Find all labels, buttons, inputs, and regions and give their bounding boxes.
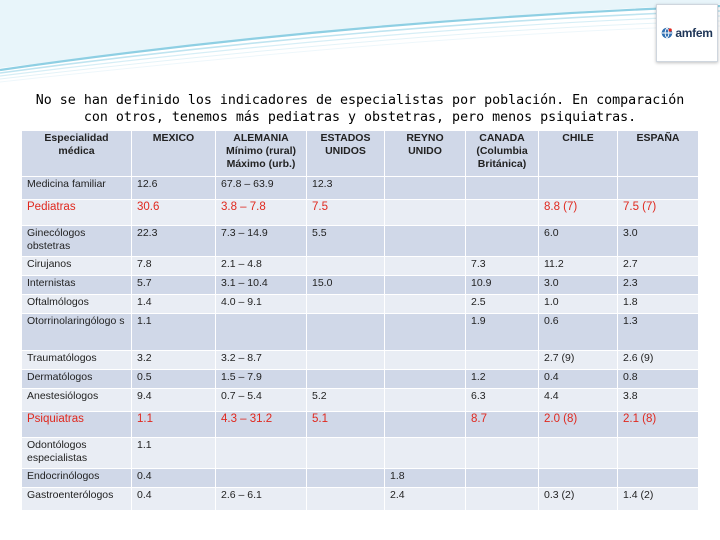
- value-cell: [385, 412, 466, 438]
- value-cell: 0.8: [618, 370, 699, 389]
- value-cell: [539, 177, 618, 200]
- logo-text: amfem: [675, 26, 713, 40]
- value-cell: 2.7 (9): [539, 351, 618, 370]
- value-cell: 3.1 – 10.4: [216, 276, 307, 295]
- value-cell: 4.4: [539, 389, 618, 412]
- value-cell: 1.3: [618, 314, 699, 351]
- value-cell: 1.1: [132, 412, 216, 438]
- table-row: [22, 257, 699, 276]
- value-cell: 6.3: [466, 389, 539, 412]
- specialty-cell: Oftalmólogos: [22, 295, 132, 314]
- value-cell: 5.1: [307, 412, 385, 438]
- value-cell: 3.0: [618, 226, 699, 257]
- value-cell: 5.5: [307, 226, 385, 257]
- header-usa: ESTADOS UNIDOS: [307, 131, 385, 177]
- specialty-cell: Psiquiatras: [22, 412, 132, 438]
- value-cell: [307, 257, 385, 276]
- value-cell: 2.0 (8): [539, 412, 618, 438]
- value-cell: [385, 200, 466, 226]
- table-header-row: [22, 131, 699, 177]
- header-uk: REYNO UNIDO: [385, 131, 466, 177]
- value-cell: [307, 370, 385, 389]
- value-cell: [307, 488, 385, 511]
- specialty-cell: Dermatólogos: [22, 370, 132, 389]
- specialty-cell: Internistas: [22, 276, 132, 295]
- value-cell: [618, 177, 699, 200]
- value-cell: [466, 351, 539, 370]
- value-cell: 22.3: [132, 226, 216, 257]
- slide-caption: No se han definido los indicadores de especialistas por población. En comparación con otros, tenemos más pediatras y obstetras, pero menos psiquiatras.: [35, 93, 685, 125]
- table-row: [22, 276, 699, 295]
- table-row: [22, 488, 699, 511]
- specialists-table: [21, 130, 699, 511]
- value-cell: 3.2: [132, 351, 216, 370]
- value-cell: [539, 469, 618, 488]
- table-row: [22, 389, 699, 412]
- value-cell: 4.0 – 9.1: [216, 295, 307, 314]
- value-cell: [307, 351, 385, 370]
- value-cell: [385, 295, 466, 314]
- table-row: [22, 177, 699, 200]
- value-cell: 0.7 – 5.4: [216, 389, 307, 412]
- header-mexico: MEXICO: [132, 131, 216, 177]
- table-row: [22, 226, 699, 257]
- value-cell: 2.3: [618, 276, 699, 295]
- value-cell: 7.5 (7): [618, 200, 699, 226]
- value-cell: 1.4 (2): [618, 488, 699, 511]
- table-row: [22, 314, 699, 351]
- specialty-cell: Pediatras: [22, 200, 132, 226]
- value-cell: [385, 389, 466, 412]
- value-cell: [466, 469, 539, 488]
- value-cell: 10.9: [466, 276, 539, 295]
- header-chile: CHILE: [539, 131, 618, 177]
- value-cell: [307, 314, 385, 351]
- value-cell: 1.1: [132, 438, 216, 469]
- value-cell: [466, 438, 539, 469]
- value-cell: 4.3 – 31.2: [216, 412, 307, 438]
- value-cell: 9.4: [132, 389, 216, 412]
- value-cell: [466, 488, 539, 511]
- value-cell: 0.4: [132, 469, 216, 488]
- table-row: [22, 469, 699, 488]
- value-cell: 7.8: [132, 257, 216, 276]
- specialty-cell: Cirujanos: [22, 257, 132, 276]
- value-cell: [216, 438, 307, 469]
- table-row: [22, 438, 699, 469]
- value-cell: 1.4: [132, 295, 216, 314]
- value-cell: [307, 438, 385, 469]
- value-cell: [216, 469, 307, 488]
- value-cell: 67.8 – 63.9: [216, 177, 307, 200]
- value-cell: 2.6 – 6.1: [216, 488, 307, 511]
- header-specialty: Especialidad médica: [22, 131, 132, 177]
- value-cell: 1.1: [132, 314, 216, 351]
- value-cell: 1.2: [466, 370, 539, 389]
- value-cell: [466, 200, 539, 226]
- specialty-cell: Traumatólogos: [22, 351, 132, 370]
- header-canada: CANADA (Columbia Británica): [466, 131, 539, 177]
- value-cell: 1.9: [466, 314, 539, 351]
- table-row: [22, 351, 699, 370]
- table-row: [22, 412, 699, 438]
- value-cell: [385, 438, 466, 469]
- value-cell: [385, 276, 466, 295]
- specialty-cell: Anestesiólogos: [22, 389, 132, 412]
- value-cell: [307, 295, 385, 314]
- value-cell: 30.6: [132, 200, 216, 226]
- value-cell: 2.7: [618, 257, 699, 276]
- value-cell: 0.3 (2): [539, 488, 618, 511]
- table-row: [22, 370, 699, 389]
- value-cell: [618, 469, 699, 488]
- specialty-cell: Otorrinolaringólogo s: [22, 314, 132, 351]
- value-cell: 7.5: [307, 200, 385, 226]
- value-cell: 1.8: [385, 469, 466, 488]
- value-cell: 8.8 (7): [539, 200, 618, 226]
- value-cell: 5.7: [132, 276, 216, 295]
- value-cell: [385, 370, 466, 389]
- value-cell: 12.3: [307, 177, 385, 200]
- value-cell: 3.2 – 8.7: [216, 351, 307, 370]
- value-cell: 3.8: [618, 389, 699, 412]
- globe-icon: [661, 27, 673, 39]
- value-cell: 6.0: [539, 226, 618, 257]
- value-cell: 1.5 – 7.9: [216, 370, 307, 389]
- value-cell: 2.6 (9): [618, 351, 699, 370]
- decorative-swoosh: [0, 0, 720, 95]
- value-cell: 3.8 – 7.8: [216, 200, 307, 226]
- value-cell: [385, 257, 466, 276]
- value-cell: [618, 438, 699, 469]
- header-spain: ESPAÑA: [618, 131, 699, 177]
- value-cell: 0.4: [132, 488, 216, 511]
- value-cell: 2.4: [385, 488, 466, 511]
- value-cell: [307, 469, 385, 488]
- value-cell: 0.6: [539, 314, 618, 351]
- specialty-cell: Medicina familiar: [22, 177, 132, 200]
- value-cell: [385, 351, 466, 370]
- value-cell: 7.3 – 14.9: [216, 226, 307, 257]
- specialty-cell: Odontólogos especialistas: [22, 438, 132, 469]
- specialty-cell: Ginecólogos obstetras: [22, 226, 132, 257]
- value-cell: [216, 314, 307, 351]
- value-cell: 2.5: [466, 295, 539, 314]
- value-cell: 2.1 (8): [618, 412, 699, 438]
- value-cell: 15.0: [307, 276, 385, 295]
- value-cell: 8.7: [466, 412, 539, 438]
- value-cell: 3.0: [539, 276, 618, 295]
- table-row: [22, 295, 699, 314]
- value-cell: 2.1 – 4.8: [216, 257, 307, 276]
- specialty-cell: Gastroenterólogos: [22, 488, 132, 511]
- value-cell: [539, 438, 618, 469]
- value-cell: 0.5: [132, 370, 216, 389]
- value-cell: [385, 177, 466, 200]
- header-germany: ALEMANIA Mínimo (rural) Máximo (urb.): [216, 131, 307, 177]
- value-cell: [466, 226, 539, 257]
- value-cell: 0.4: [539, 370, 618, 389]
- value-cell: [385, 226, 466, 257]
- value-cell: 11.2: [539, 257, 618, 276]
- value-cell: 7.3: [466, 257, 539, 276]
- value-cell: 1.0: [539, 295, 618, 314]
- amfem-logo: [656, 4, 718, 62]
- value-cell: [385, 314, 466, 351]
- value-cell: 5.2: [307, 389, 385, 412]
- value-cell: [466, 177, 539, 200]
- value-cell: 1.8: [618, 295, 699, 314]
- table-row: [22, 200, 699, 226]
- specialty-cell: Endocrinólogos: [22, 469, 132, 488]
- value-cell: 12.6: [132, 177, 216, 200]
